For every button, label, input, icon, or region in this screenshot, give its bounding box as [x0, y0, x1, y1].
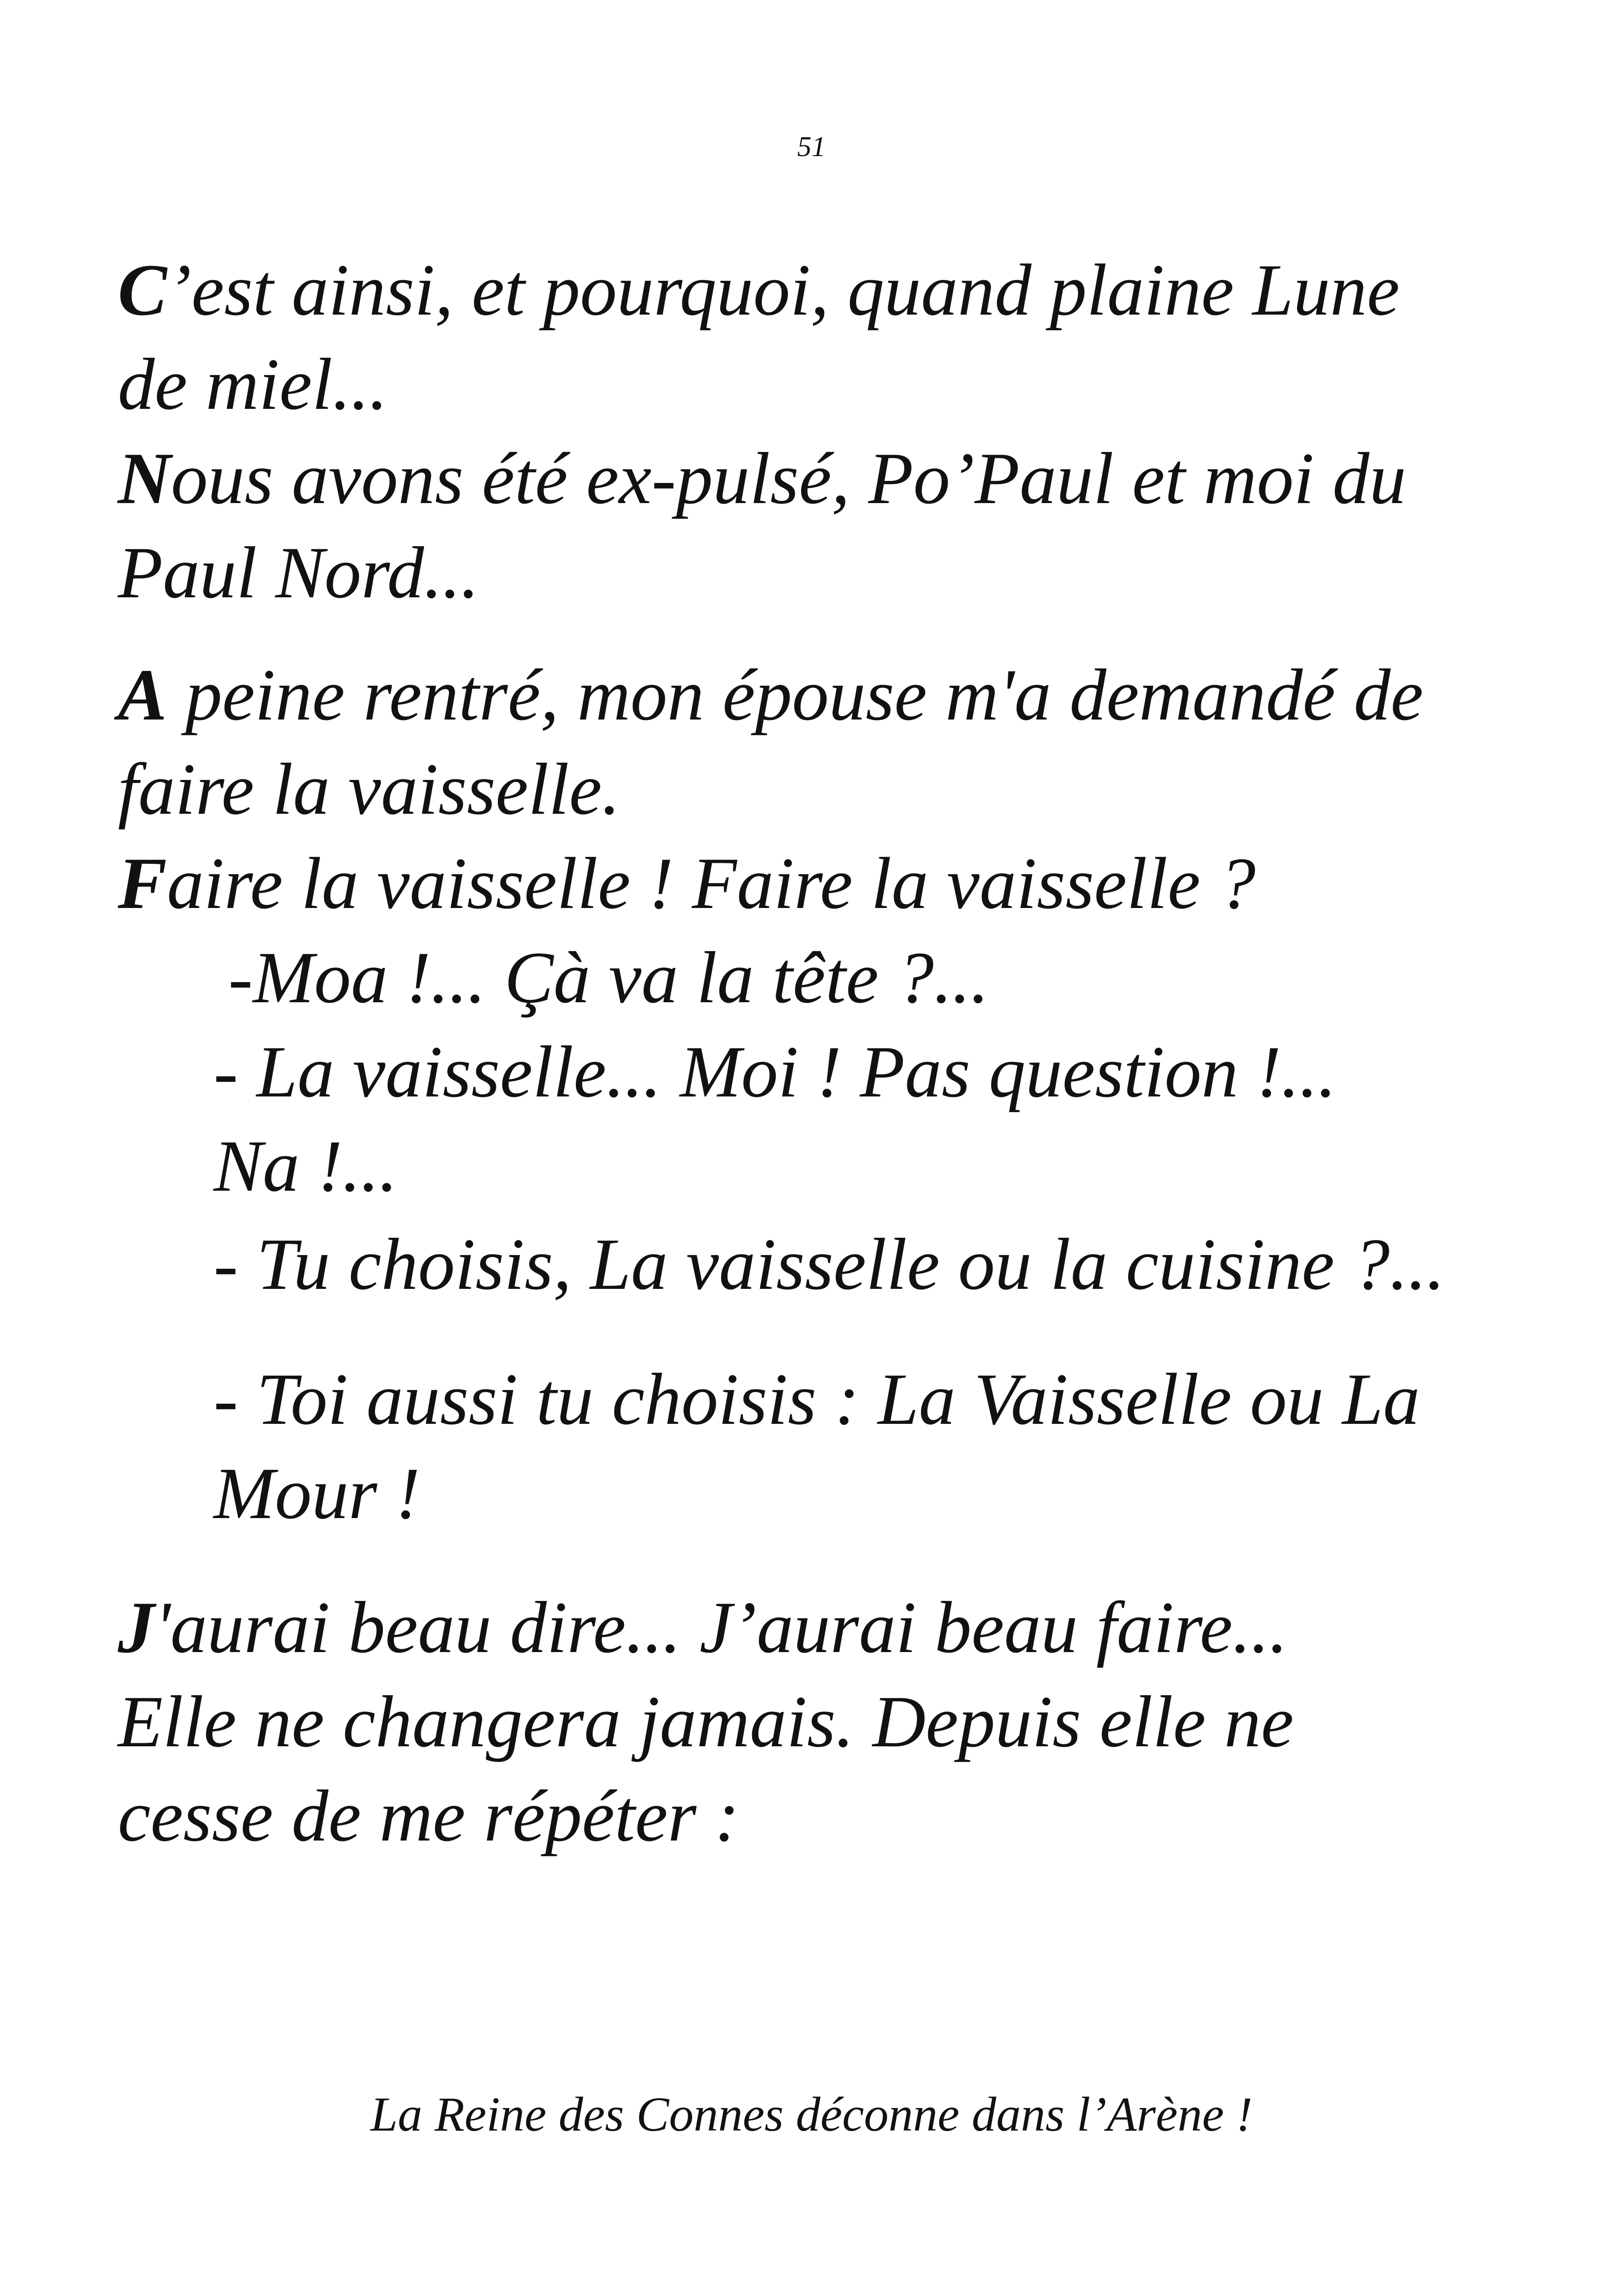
paragraph-1-line-1 [118, 243, 1542, 337]
page-number: 51 [797, 131, 826, 162]
paragraph-3-line-1 [118, 1580, 1542, 1675]
dialogue-1 [118, 1217, 1542, 1311]
running-footer: La Reine des Connes déconne dans l’Arène ! [370, 2087, 1253, 2141]
paragraph-1-line-4: Paul Nord... [118, 532, 480, 614]
paragraph-2-line-1 [118, 648, 1542, 742]
dialogue-2-line-2: Mour ! [214, 1453, 420, 1534]
dialogue-2 [118, 1352, 1542, 1541]
line-text: ous avons été ex-pulsé, Po’Paul et moi du [171, 438, 1407, 519]
paragraph-2-line-2: faire la vaisselle. [118, 748, 621, 830]
paragraph-1-line-2: de miel... [118, 344, 388, 425]
drop-initial: A [118, 654, 167, 736]
line-text: peine rentré, mon épouse m'a demandé de [167, 654, 1424, 736]
paragraph-3-line-3: cesse de me répéter : [118, 1775, 740, 1857]
dialogue-2-line-1: - Toi aussi tu choisis : La Vaisselle ou La [214, 1359, 1420, 1440]
drop-initial: F [118, 843, 167, 924]
paragraph-3-line-2: Elle ne changera jamais. Depuis elle ne [118, 1681, 1294, 1762]
dialogue-1-line: - Tu choisis, La vaisselle ou la cuisine ?... [214, 1224, 1445, 1305]
paragraph-3 [118, 1580, 1542, 1863]
paragraph-2 [118, 648, 1542, 1213]
line-text: ’est ainsi, et pourquoi, quand plaine Lune [167, 249, 1400, 331]
drop-initial: N [118, 438, 171, 519]
paragraph-2-line-6: Na !... [214, 1125, 398, 1207]
drop-initial: J [118, 1587, 155, 1668]
paragraph-2-line-4: -Moa !... Çà va la tête ?... [228, 937, 989, 1018]
paragraph-2-line-3 [118, 836, 1542, 931]
line-text: 'aurai beau dire... J’aurai beau faire... [155, 1587, 1288, 1668]
paragraph-1-line-3 [118, 431, 1542, 526]
line-text: aire la vaisselle ! Faire la vaisselle ? [167, 843, 1256, 924]
paragraph-2-line-5: - La vaisselle... Moi ! Pas question !... [214, 1031, 1337, 1113]
paragraph-1 [118, 243, 1542, 620]
drop-initial: C [118, 249, 167, 331]
